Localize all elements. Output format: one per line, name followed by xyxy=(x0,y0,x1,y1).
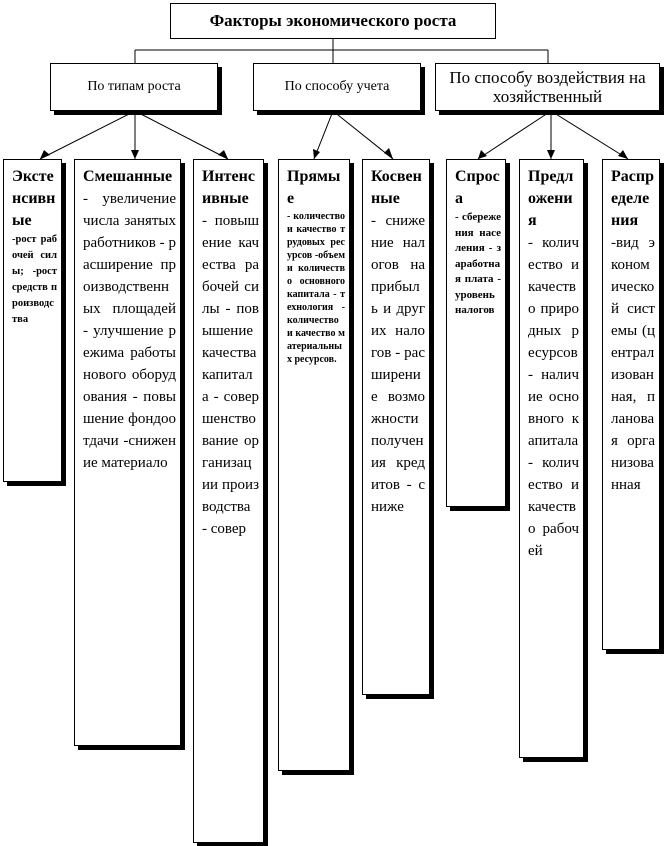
factor-demand-heading: Спроса xyxy=(455,168,500,207)
factor-intensive xyxy=(193,159,264,843)
category-influence-method xyxy=(435,63,660,111)
factor-intensive-heading: Интенсивные xyxy=(202,168,255,207)
category-growth-type xyxy=(50,63,218,111)
factor-demand xyxy=(446,159,506,507)
factor-extensive-text: -рост рабочей силы; -рост средств производства xyxy=(12,234,57,325)
factor-demand-text: - сбережения населения - заработная плата - уровень налогов xyxy=(455,211,501,316)
factor-mixed-text: - увеличение числа занятых работников - расширение производственных площадей - улучшение режима работы нового оборудования - повышение фондоотдачи -снижение материало xyxy=(83,191,176,471)
category-accounting-method-label: По способу учета xyxy=(284,79,390,94)
category-growth-type-label: По типам роста xyxy=(87,79,181,94)
factor-extensive xyxy=(3,159,62,482)
factor-extensive-heading: Экстенсивные xyxy=(12,168,56,229)
factor-indirect-heading: Косвенные xyxy=(371,168,422,207)
factor-direct xyxy=(278,159,350,771)
diagram-title: Факторы экономического роста xyxy=(170,3,496,39)
factor-intensive-text: - повышение качества рабочей силы - повышение качества капитала - совершенствование организации производства - совер xyxy=(202,213,259,537)
factor-supply xyxy=(519,159,584,758)
factor-direct-heading: Прямые xyxy=(287,168,341,207)
factor-mixed xyxy=(74,159,181,746)
category-influence-method-label: По способу воздействия на хозяйственный xyxy=(449,68,646,106)
factor-mixed-heading: Смешанные xyxy=(83,168,173,185)
factor-supply-text: - количество и качество природных ресурсов - наличие основного капитала - количество и качество рабочей xyxy=(528,235,579,559)
factor-direct-text: - количество и качество трудовых ресурсов -объем и количество основного капитала - технология - количество и качество материальных ресурсов. xyxy=(287,211,345,365)
factor-indirect-text: - снижение налогов на прибыль и других налогов - расширение возможности получения кредитов - сниже xyxy=(371,213,425,515)
factor-distribution-heading: Распределения xyxy=(611,168,654,229)
factor-distribution xyxy=(602,159,660,650)
factor-distribution-text: -вид экономической системы (централизованная, плановая организованная xyxy=(611,235,655,493)
factor-indirect xyxy=(362,159,430,695)
category-accounting-method xyxy=(253,63,421,111)
factor-supply-heading: Предложения xyxy=(528,168,574,229)
